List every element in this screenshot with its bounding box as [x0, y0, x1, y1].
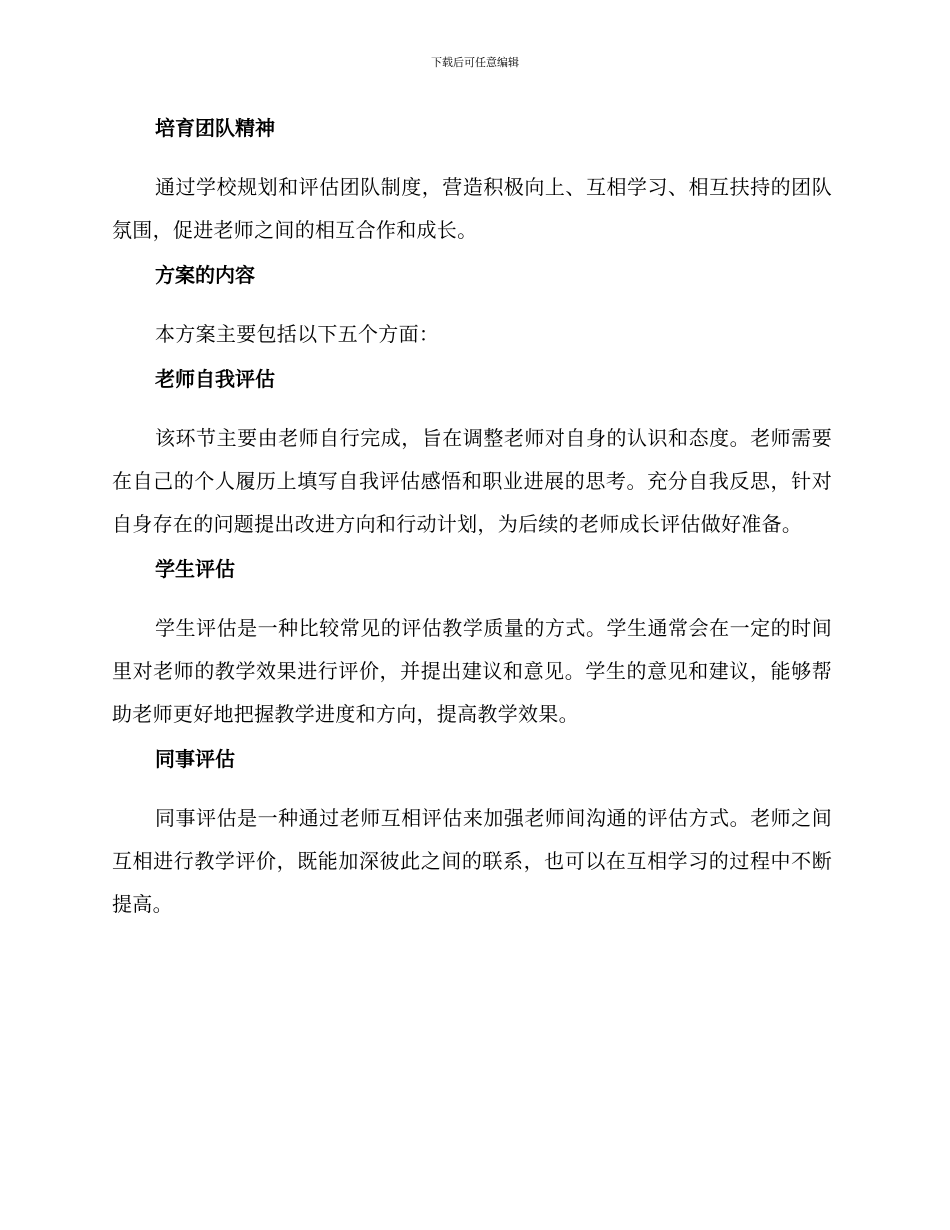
- paragraph: 学生评估是一种比较常见的评估教学质量的方式。学生通常会在一定的时间里对老师的教学效果进行评价，并提出建议和意见。学生的意见和建议，能够帮助老师更好地把握教学进度和方向，提高教学效果。: [112, 616, 832, 726]
- section-self-evaluation: [112, 363, 832, 546]
- section-team-spirit: [112, 112, 832, 252]
- section-heading: 同事评估: [155, 747, 235, 771]
- section-plan-content: [112, 259, 832, 356]
- section-student-evaluation: [112, 553, 832, 736]
- paragraph: 同事评估是一种通过老师互相评估来加强老师间沟通的评估方式。老师之间互相进行教学评价，既能加深彼此之间的联系，也可以在互相学习的过程中不断提高。: [112, 806, 832, 916]
- paragraph: 通过学校规划和评估团队制度，营造积极向上、互相学习、相互扶持的团队氛围，促进老师之间的相互合作和成长。: [112, 175, 832, 242]
- section-heading: 学生评估: [155, 557, 235, 581]
- section-heading: 方案的内容: [155, 263, 255, 287]
- section-heading: 老师自我评估: [155, 367, 275, 391]
- paragraph: 本方案主要包括以下五个方面：: [155, 322, 440, 346]
- paragraph: 该环节主要由老师自行完成，旨在调整老师对自身的认识和态度。老师需要在自己的个人履历上填写自我评估感悟和职业进展的思考。充分自我反思，针对自身存在的问题提出改进方向和行动计划，为后续的老师成长评估做好准备。: [112, 426, 832, 536]
- section-peer-evaluation: [112, 743, 832, 926]
- page-header: 下载后可任意编辑: [431, 56, 519, 69]
- section-heading: 培育团队精神: [155, 116, 275, 140]
- document-body: [112, 112, 832, 933]
